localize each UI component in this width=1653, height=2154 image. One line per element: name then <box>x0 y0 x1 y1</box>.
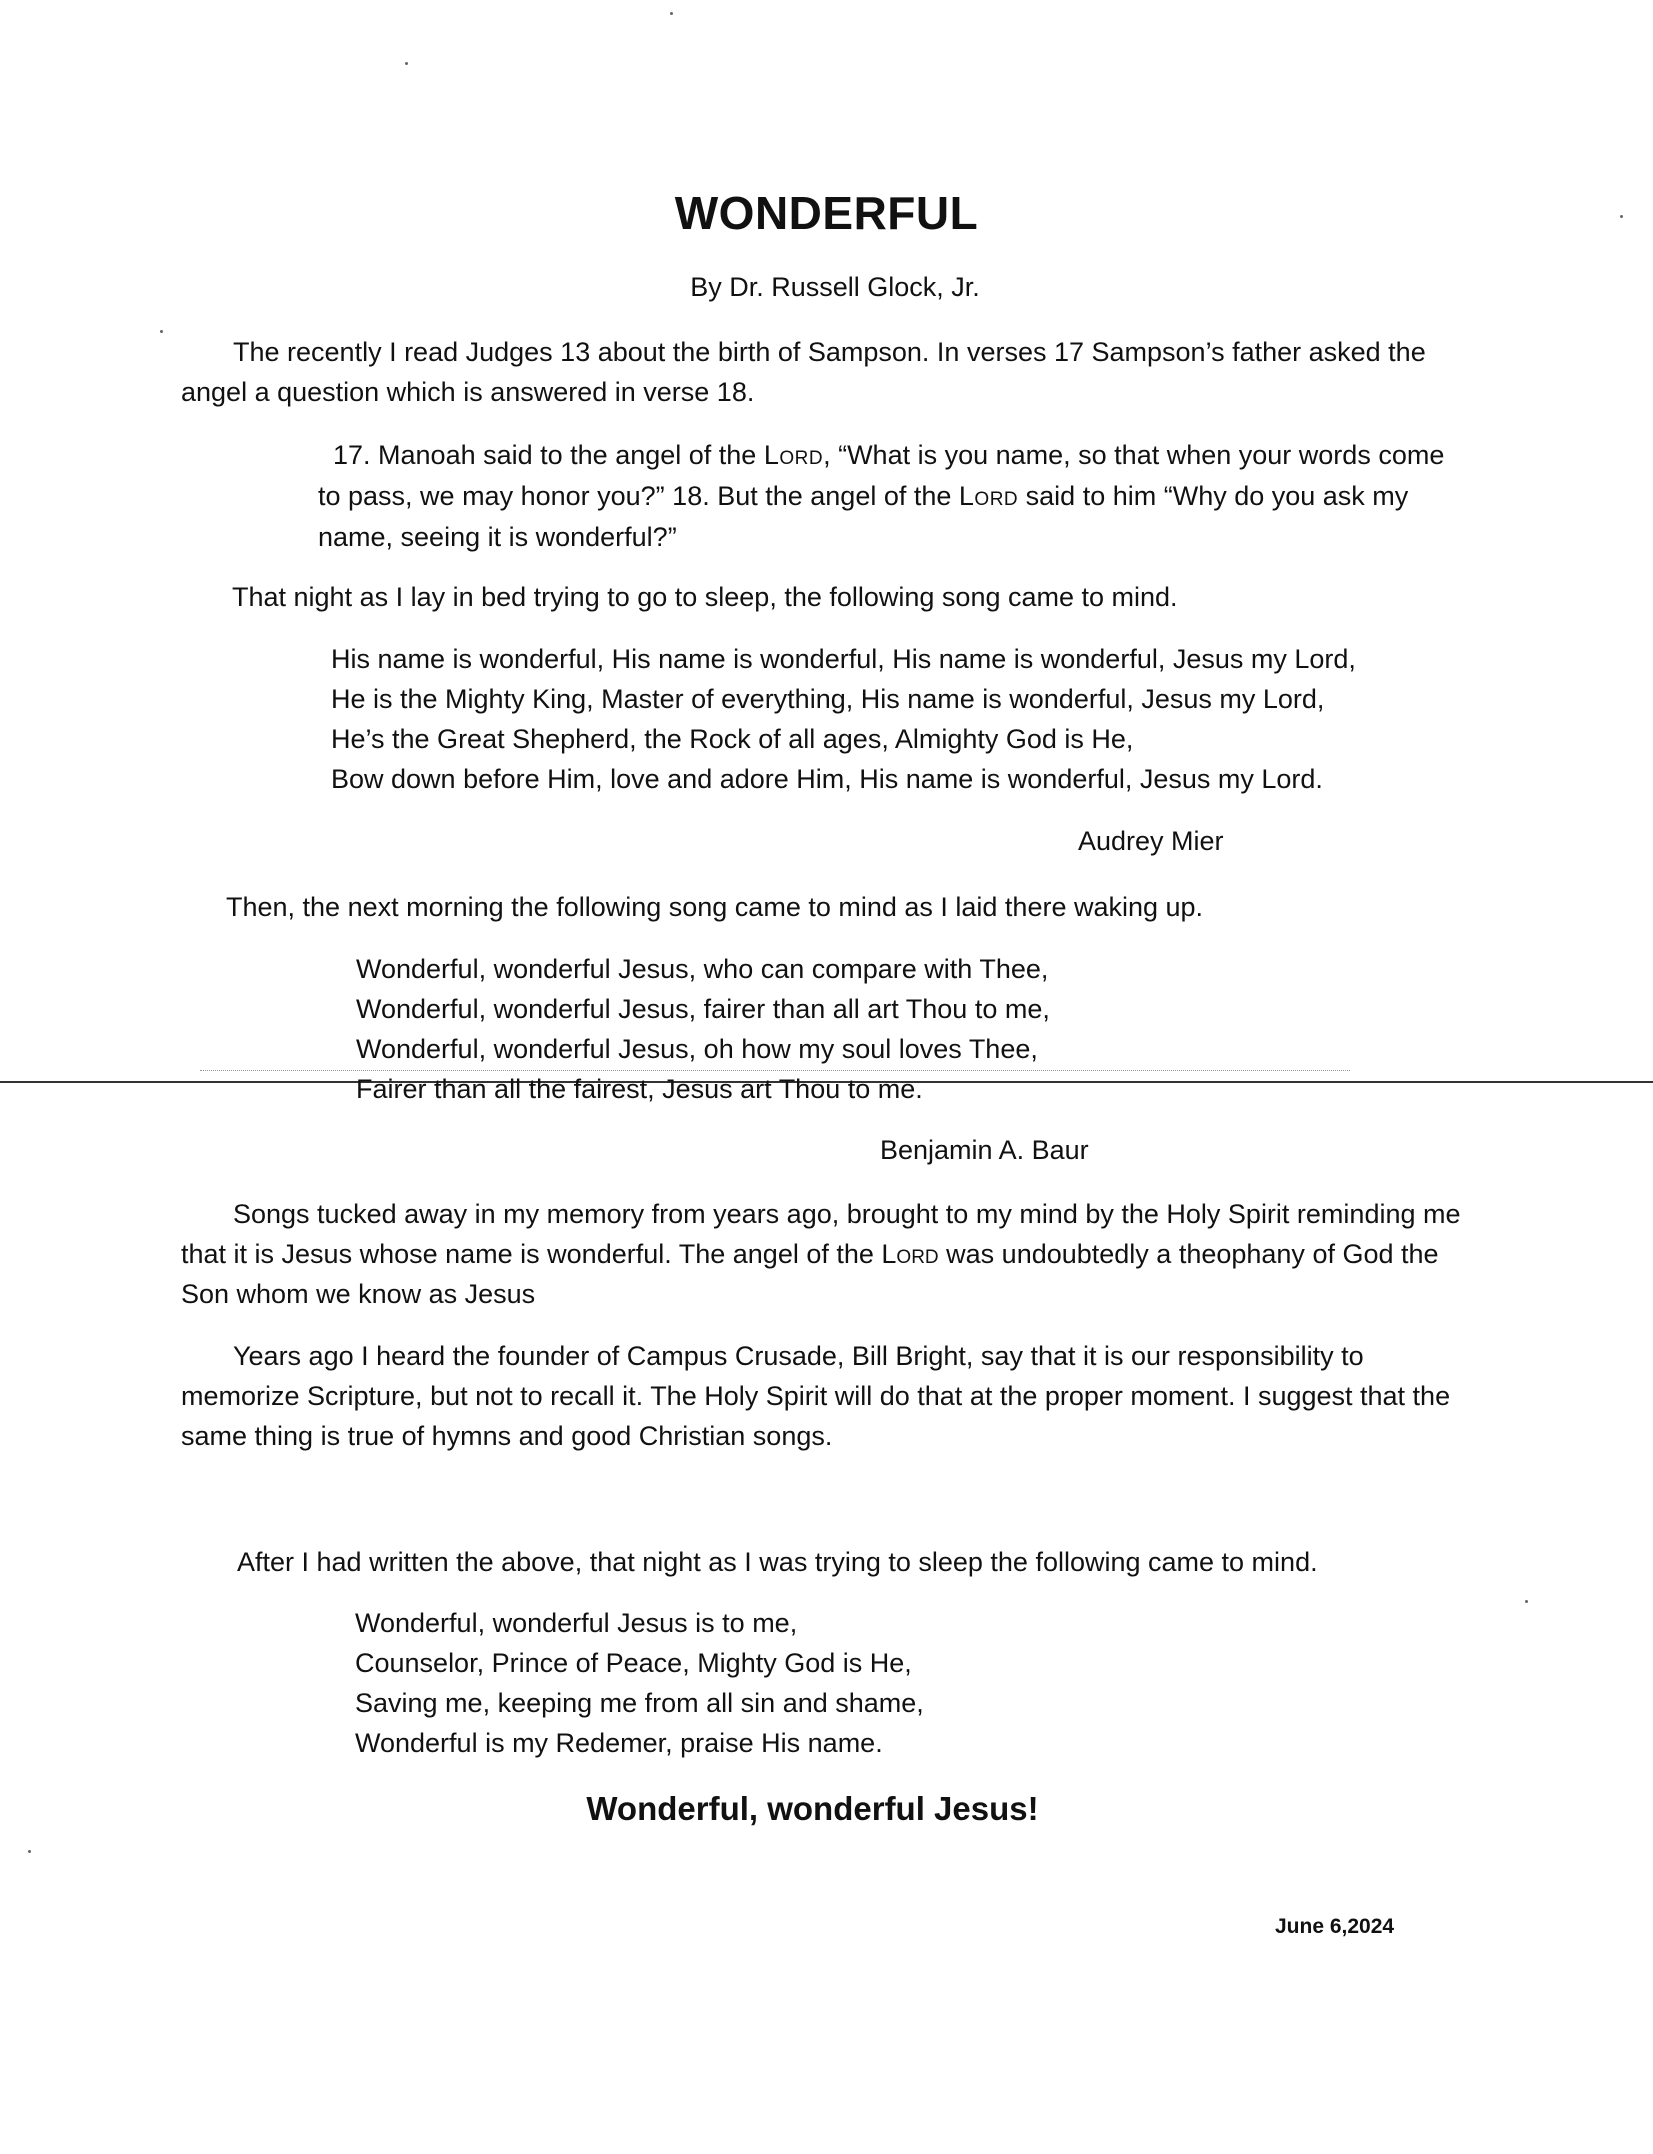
years-ago-paragraph: Years ago I heard the founder of Campus Crusade, Bill Bright, say that it is our responsibility to memorize Scripture, but not to recall it. The Holy Spirit will do that at the proper moment. I suggest that the same thing is true of hymns and good Christian songs. <box>181 1341 1451 1451</box>
lyric-line: Wonderful, wonderful Jesus, who can compare with Thee, <box>356 954 1049 984</box>
document-date: June 6,2024 <box>1275 1915 1395 1938</box>
scan-speck <box>405 62 408 65</box>
document-title: WONDERFUL <box>674 187 979 239</box>
scripture-text-1: 17. Manoah said to the angel of the <box>333 440 764 470</box>
memory-text-2: was undoubtedly a theophany of God the Son whom we know as Jesus <box>181 1239 1439 1309</box>
scripture-text-3: said to him “Why do you ask my name, seeing it is wonderful?” <box>318 481 1409 552</box>
memory-text-1: Songs tucked away in my memory from years ago, brought to my mind by the Holy Spirit reminding me that it is Jesus whose name is wonderful. The angel of the <box>181 1199 1461 1269</box>
lyric-line: His name is wonderful, His name is wonderful, His name is wonderful, Jesus my Lord, <box>331 644 1356 674</box>
lyric-line: Counselor, Prince of Peace, Mighty God is He, <box>355 1648 912 1678</box>
song-two-lyrics <box>356 949 1050 1109</box>
song-one-attribution: Audrey Mier <box>1078 826 1224 856</box>
author-byline: By Dr. Russell Glock, Jr. <box>690 272 980 302</box>
lyric-line: Wonderful, wonderful Jesus is to me, <box>355 1608 798 1638</box>
lord-smallcaps: Lord <box>763 440 824 470</box>
lyric-line: Wonderful, wonderful Jesus, oh how my soul loves Thee, <box>356 1034 1038 1064</box>
scan-speck <box>160 330 163 333</box>
scan-speck <box>670 12 673 15</box>
lyric-line: He is the Mighty King, Master of everything, His name is wonderful, Jesus my Lord, <box>331 684 1325 714</box>
scripture-quote <box>318 435 1458 558</box>
lyric-line: Wonderful, wonderful Jesus, fairer than all art Thou to me, <box>356 994 1050 1024</box>
lyric-line: Wonderful is my Redemer, praise His name. <box>355 1728 883 1758</box>
scan-speck <box>28 1850 31 1853</box>
lyric-line: Saving me, keeping me from all sin and shame, <box>355 1688 924 1718</box>
song-three-lyrics <box>355 1603 924 1763</box>
intro-paragraph: The recently I read Judges 13 about the birth of Sampson. In verses 17 Sampson’s father asked the angel a question which is answered in verse 18. <box>181 337 1426 407</box>
memory-paragraph <box>181 1194 1461 1314</box>
lyric-line: Bow down before Him, love and adore Him, His name is wonderful, Jesus my Lord. <box>331 764 1323 794</box>
after-paragraph: After I had written the above, that night as I was trying to sleep the following came to mind. <box>237 1547 1318 1577</box>
lord-smallcaps: Lord <box>958 481 1019 511</box>
lyric-line: Fairer than all the fairest, Jesus art Thou to me. <box>356 1074 923 1104</box>
closing-line: Wonderful, wonderful Jesus! <box>586 1790 1039 1827</box>
scripture-text-2: , “What is you name, so that when your words come to pass, we may honor you?” 18. But the angel of the <box>318 440 1445 511</box>
scan-speck <box>1525 1600 1528 1603</box>
song-one-lyrics <box>331 639 1356 799</box>
lord-smallcaps: Lord <box>881 1239 939 1269</box>
lyric-line: He’s the Great Shepherd, the Rock of all ages, Almighty God is He, <box>331 724 1134 754</box>
song-two-attribution: Benjamin A. Baur <box>880 1135 1089 1165</box>
morning-paragraph: Then, the next morning the following song came to mind as I laid there waking up. <box>226 892 1204 922</box>
night-paragraph: That night as I lay in bed trying to go to sleep, the following song came to mind. <box>232 582 1178 612</box>
